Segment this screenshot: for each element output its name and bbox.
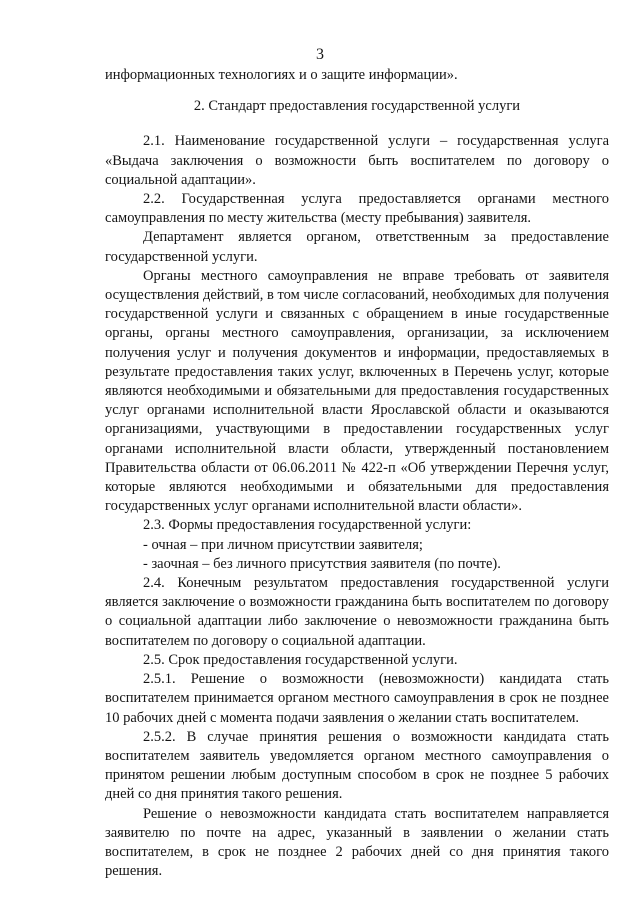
paragraph-department: Департамент является органом, ответственным за предоставление государственной услуги. <box>105 229 609 265</box>
list-item-in-person: - очная – при личном присутствии заявителя; <box>143 536 423 553</box>
paragraph-2-4: 2.4. Конечным результатом предоставления государственной услуги является заключение о возможности гражданина быть воспитателем по договору о социальной адаптации либо заключение о невозможности гражданина быть воспитателем по договору о социальной адаптации. <box>105 575 609 649</box>
page-number: 3 <box>316 46 324 63</box>
paragraph-negative-decision: Решение о невозможности кандидата стать воспитателем направляется заявителю по почте на адрес, указанный в заявлении о желании стать воспитателем, в срок не позднее 2 рабочих дней со дня принятия такого решения. <box>105 805 609 880</box>
paragraph-2-2: 2.2. Государственная услуга предоставляется органами местного самоуправления по месту жительства (месту пребывания) заявителя. <box>105 191 609 227</box>
section-heading: 2. Стандарт предоставления государственной услуги <box>193 98 521 115</box>
paragraph-2-5-1: 2.5.1. Решение о возможности (невозможности) кандидата стать воспитателем принимается органом местного самоуправления в срок не позднее 10 рабочих дней с момента подачи заявления о желании стать воспитателем. <box>105 671 609 726</box>
paragraph-2-1: 2.1. Наименование государственной услуги – государственная услуга «Выдача заключения о возможности быть воспитателем по договору о социальной адаптации». <box>105 133 609 188</box>
paragraph-2-3: 2.3. Формы предоставления государственной услуги: <box>143 517 472 534</box>
paragraph-2-5-2: 2.5.2. В случае принятия решения о возможности кандидата стать воспитателем заявитель уведомляется органом местного самоуправления о принятом решении любым доступным способом в срок не позднее 5 рабочих дней со дня принятия такого решения. <box>105 728 609 803</box>
paragraph-2-5: 2.5. Срок предоставления государственной услуги. <box>143 651 458 668</box>
list-item-by-mail: - заочная – без личного присутствия заявителя (по почте). <box>143 555 501 572</box>
paragraph-local-bodies: Органы местного самоуправления не вправе требовать от заявителя осуществления действий, в том числе согласований, необходимых для получения государственной услуги и связанных с обращением в иные государственные органы, органы местного самоуправления, организации, за исключением получения услуг и получения документов и информации, предоставляемых в результате предоставления таких услуг, включенных в Перечень услуг, которые являются необходимыми и обязательными для предоставления государственных услуг органами исполнительной власти Ярославской области и оказываются организациями, участвующими в предоставлении государственных услуг органами исполнительной власти области, утвержденный постановлением Правительства области от 06.06.2011 № 422-п «Об утверждении Перечня услуг, которые являются необходимыми и обязательными для предоставления государственных услуг органами исполнительной власти области». <box>105 267 609 515</box>
document-body <box>105 66 609 881</box>
continuation-paragraph: информационных технологиях и о защите информации». <box>105 67 458 83</box>
